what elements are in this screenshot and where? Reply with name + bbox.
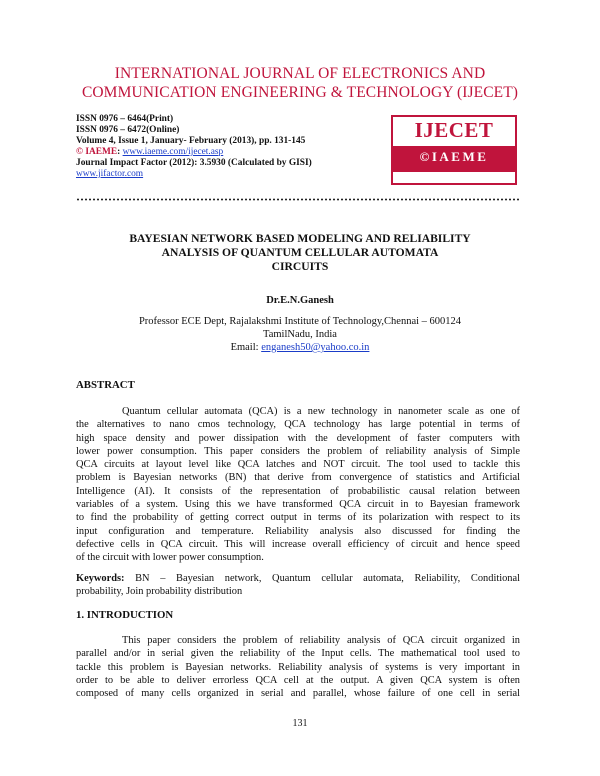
email-line: [76, 341, 524, 354]
email-link[interactable]: enganesh50@yahoo.co.in: [261, 342, 370, 353]
jif-url-link[interactable]: www.jifactor.com: [76, 169, 144, 179]
iaeme-separator: :: [117, 147, 123, 157]
email-label: Email:: [230, 342, 262, 353]
keywords-line1: [76, 572, 520, 585]
abstract-line: QCA circuits at layout level like QCA latches and NOT circuit. The tool used to tackle this: [76, 459, 520, 471]
affiliation-line2: TamilNadu, India: [263, 329, 337, 340]
journal-url-link[interactable]: www.iaeme.com/ijecet.asp: [122, 147, 224, 157]
logo-text: IJECET: [414, 118, 494, 142]
abstract-line: defective cells in QCA circuit. This will increase overall efficiency of circuit and hence speed: [76, 538, 520, 550]
abstract-line: to find the probability of getting correct output in terms of its polarization with respect to its: [76, 512, 520, 524]
introduction-heading: 1. INTRODUCTION: [76, 609, 174, 621]
volume-info: Volume 4, Issue 1, January- February (2013), pp. 131-145: [76, 136, 306, 146]
intro-line: order to be able to deliver errorless QCA cell at the output. A given QCA system is often: [76, 674, 520, 686]
paper-title-line3: CIRCUITS: [271, 260, 329, 273]
affiliation-line1: Professor ECE Dept, Rajalakshmi Institute of Technology,Chennai – 600124: [138, 316, 462, 327]
abstract-line: input configuration and temperature. Reliability analysis also discussed for finding the: [76, 525, 520, 537]
abstract-line: Intelligence (AI). It consists of the representation of probabilistic causal relation between: [76, 485, 520, 497]
abstract-line: problem is Bayesian networks (BN) that derive from convergence of statistics and Artificial: [76, 472, 520, 484]
keywords-text1: BN – Bayesian network, Quantum cellular automata, Reliability, Conditional: [124, 573, 520, 584]
abstract-heading: ABSTRACT: [76, 379, 135, 391]
intro-line: composed of many cells organized in serial and parallel, whose failure of one cell in serial: [76, 688, 520, 700]
author-name: Dr.E.N.Ganesh: [266, 295, 334, 306]
abstract-line: variables of a system. Using this we have transformed QCA circuit in to Bayesian framework: [76, 499, 520, 511]
keywords-line2: probability, Join probability distribution: [76, 586, 243, 598]
abstract-line: of the circuit with lower power consumption.: [76, 552, 264, 564]
paper-title-line2: ANALYSIS OF QUANTUM CELLULAR AUTOMATA: [161, 246, 439, 259]
journal-title-line2: COMMUNICATION ENGINEERING & TECHNOLOGY (IJECET): [81, 84, 519, 101]
abstract-line: lower power consumption. This paper considers the problem of reliability analysis of Simple: [76, 445, 520, 457]
jif-line: [76, 169, 143, 180]
header-divider: [76, 198, 520, 201]
logo-band-text: ©IAEME: [419, 149, 489, 164]
paper-title-line1: BAYESIAN NETWORK BASED MODELING AND RELIABILITY: [129, 232, 471, 245]
abstract-line: high space density and power dissipation with the development of faster computers with: [76, 432, 520, 444]
journal-title-line1: INTERNATIONAL JOURNAL OF ELECTRONICS AND: [114, 65, 486, 82]
iaeme-line: [76, 147, 223, 158]
issn-print: ISSN 0976 – 6464(Print): [76, 114, 174, 124]
keywords-label: Keywords:: [76, 573, 125, 584]
keywords: [76, 572, 520, 599]
abstract-body: [76, 405, 520, 565]
impact-factor: Journal Impact Factor (2012): 3.5930 (Calculated by GISI): [76, 158, 312, 168]
intro-line: tackle this problem is Bayesian networks. Reliability analysis of systems is very important in: [76, 661, 520, 673]
issn-online: ISSN 0976 – 6472(Online): [76, 125, 180, 135]
intro-line: This paper considers the problem of reliability analysis of QCA circuit organized in: [122, 635, 520, 646]
abstract-line: Quantum cellular automata (QCA) is a new technology in nanometer scale as one of: [122, 406, 520, 417]
intro-line: parallel and/or in serial given the reliability of the Input cells. The mathematical tool used to: [76, 648, 520, 660]
iaeme-label: © IAEME: [76, 147, 118, 157]
abstract-line: the alternatives to nano cmos technology, QCA technology has large potential in terms of: [76, 419, 520, 431]
page-number: 131: [292, 718, 308, 729]
introduction-body: [76, 634, 520, 700]
